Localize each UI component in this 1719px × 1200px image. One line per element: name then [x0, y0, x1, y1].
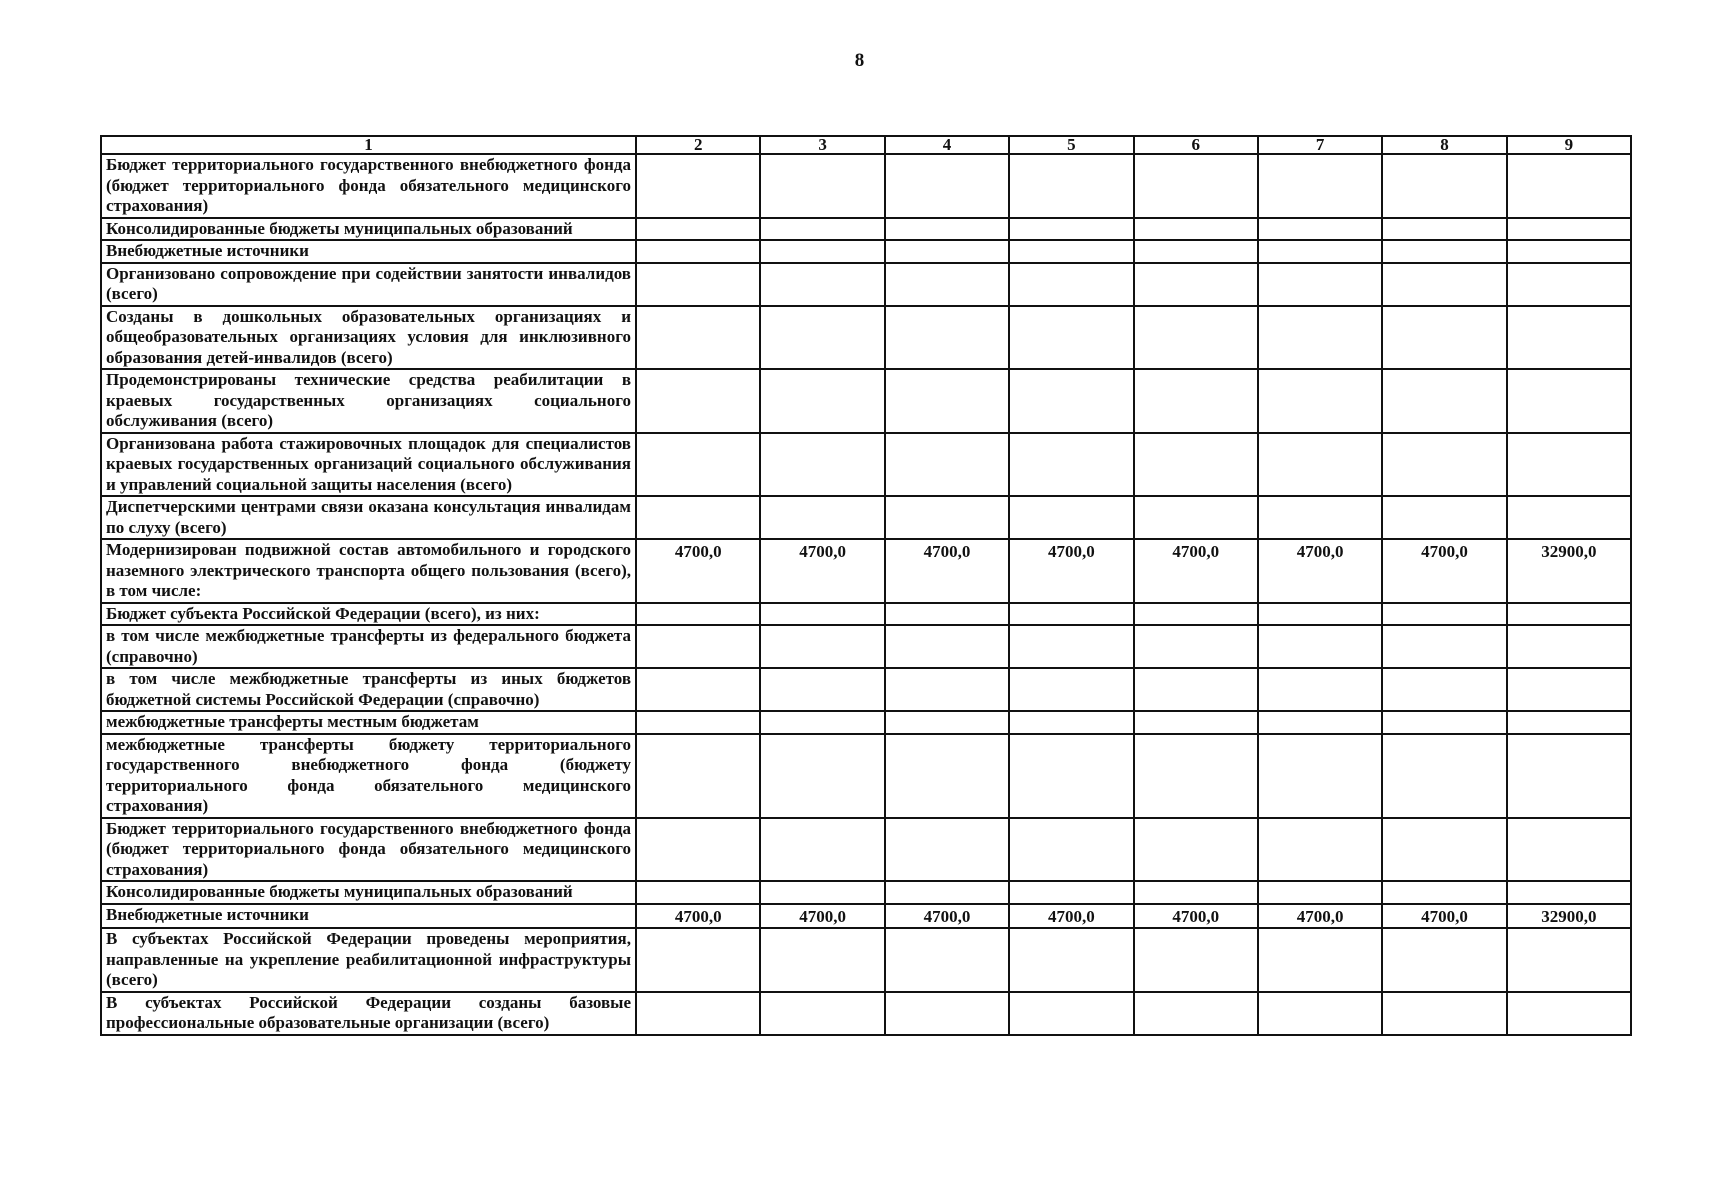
value-cell — [1009, 240, 1133, 263]
value-cell — [1507, 881, 1631, 904]
value-cell: 4700,0 — [1009, 539, 1133, 603]
column-number-3: 3 — [760, 136, 884, 154]
value-cell — [760, 928, 884, 992]
value-cell — [1382, 625, 1506, 668]
value-cell — [885, 263, 1009, 306]
row-label: Консолидированные бюджеты муниципальных образований — [101, 218, 636, 241]
value-cell — [1258, 928, 1382, 992]
column-number-6: 6 — [1134, 136, 1258, 154]
value-cell — [1009, 369, 1133, 433]
value-cell — [1009, 928, 1133, 992]
value-cell: 4700,0 — [636, 904, 760, 929]
value-cell — [1507, 433, 1631, 497]
row-label: Бюджет территориального государственного внебюджетного фонда (бюджет территориального фонда обязательного медицинского страхования) — [101, 154, 636, 218]
value-cell — [1258, 496, 1382, 539]
value-cell — [760, 306, 884, 370]
row-label: Внебюджетные источники — [101, 904, 636, 929]
value-cell — [1258, 992, 1382, 1035]
value-cell — [760, 734, 884, 818]
table-row — [101, 496, 1631, 539]
value-cell — [1382, 992, 1506, 1035]
row-label: В субъектах Российской Федерации созданы базовые профессиональные образовательные организации (всего) — [101, 992, 636, 1035]
value-cell — [1258, 603, 1382, 626]
value-cell — [760, 263, 884, 306]
value-cell — [1258, 668, 1382, 711]
value-cell: 4700,0 — [1382, 904, 1506, 929]
table-row — [101, 154, 1631, 218]
row-label: Организовано сопровождение при содействии занятости инвалидов (всего) — [101, 263, 636, 306]
value-cell — [885, 625, 1009, 668]
row-label: Бюджет территориального государственного внебюджетного фонда (бюджет территориального фонда обязательного медицинского страхования) — [101, 818, 636, 882]
value-cell — [885, 369, 1009, 433]
row-label: Бюджет субъекта Российской Федерации (всего), из них: — [101, 603, 636, 626]
value-cell — [1507, 369, 1631, 433]
value-cell — [1507, 240, 1631, 263]
value-cell — [760, 154, 884, 218]
value-cell — [636, 154, 760, 218]
value-cell — [636, 306, 760, 370]
table-row — [101, 369, 1631, 433]
value-cell — [1258, 263, 1382, 306]
value-cell — [1009, 218, 1133, 241]
value-cell — [636, 711, 760, 734]
table-body — [101, 154, 1631, 1035]
value-cell — [1009, 881, 1133, 904]
value-cell — [760, 433, 884, 497]
value-cell — [1382, 818, 1506, 882]
value-cell — [885, 154, 1009, 218]
row-label: Продемонстрированы технические средства реабилитации в краевых государственных организациях социального обслуживания (всего) — [101, 369, 636, 433]
value-cell — [760, 369, 884, 433]
value-cell — [1507, 496, 1631, 539]
value-cell: 4700,0 — [1134, 539, 1258, 603]
value-cell — [1382, 928, 1506, 992]
table-row — [101, 992, 1631, 1035]
value-cell — [1134, 734, 1258, 818]
value-cell — [1507, 218, 1631, 241]
row-label: Внебюджетные источники — [101, 240, 636, 263]
value-cell — [760, 668, 884, 711]
value-cell — [636, 369, 760, 433]
value-cell — [1134, 369, 1258, 433]
value-cell — [1134, 625, 1258, 668]
value-cell — [885, 734, 1009, 818]
value-cell — [1258, 154, 1382, 218]
table-row — [101, 306, 1631, 370]
value-cell — [1507, 306, 1631, 370]
value-cell — [885, 992, 1009, 1035]
value-cell — [885, 240, 1009, 263]
column-number-1: 1 — [101, 136, 636, 154]
value-cell — [760, 818, 884, 882]
value-cell — [885, 881, 1009, 904]
value-cell — [1009, 154, 1133, 218]
value-cell — [1258, 369, 1382, 433]
value-cell — [1134, 154, 1258, 218]
value-cell — [1507, 625, 1631, 668]
column-number-8: 8 — [1382, 136, 1506, 154]
value-cell — [885, 668, 1009, 711]
value-cell — [1382, 734, 1506, 818]
value-cell: 4700,0 — [1258, 539, 1382, 603]
value-cell — [1258, 218, 1382, 241]
column-number-7: 7 — [1258, 136, 1382, 154]
value-cell — [885, 818, 1009, 882]
value-cell — [1009, 496, 1133, 539]
value-cell: 4700,0 — [636, 539, 760, 603]
value-cell — [1134, 306, 1258, 370]
value-cell — [1507, 603, 1631, 626]
value-cell — [1134, 992, 1258, 1035]
value-cell — [1134, 881, 1258, 904]
table-row — [101, 433, 1631, 497]
value-cell — [1258, 881, 1382, 904]
value-cell: 4700,0 — [1258, 904, 1382, 929]
value-cell — [760, 218, 884, 241]
row-label: Диспетчерскими центрами связи оказана консультация инвалидам по слуху (всего) — [101, 496, 636, 539]
table-row — [101, 539, 1631, 603]
value-cell — [1009, 625, 1133, 668]
value-cell: 32900,0 — [1507, 539, 1631, 603]
value-cell — [1134, 433, 1258, 497]
value-cell — [1382, 240, 1506, 263]
value-cell — [760, 711, 884, 734]
value-cell — [636, 818, 760, 882]
value-cell — [760, 992, 884, 1035]
value-cell — [1382, 668, 1506, 711]
value-cell — [885, 603, 1009, 626]
value-cell — [1134, 668, 1258, 711]
value-cell — [885, 306, 1009, 370]
value-cell — [1134, 928, 1258, 992]
value-cell — [1382, 711, 1506, 734]
value-cell — [1009, 433, 1133, 497]
value-cell — [1009, 603, 1133, 626]
table-row — [101, 734, 1631, 818]
row-label: межбюджетные трансферты бюджету территориального государственного внебюджетного фонда (бюджету территориального фонда обязательного медицинского страхования) — [101, 734, 636, 818]
value-cell — [636, 218, 760, 241]
row-label: Организована работа стажировочных площадок для специалистов краевых государственных организаций социального обслуживания и управлений социальной защиты населения (всего) — [101, 433, 636, 497]
value-cell — [1382, 263, 1506, 306]
value-cell — [885, 928, 1009, 992]
column-number-2: 2 — [636, 136, 760, 154]
value-cell — [1134, 603, 1258, 626]
table-row — [101, 263, 1631, 306]
value-cell — [1134, 263, 1258, 306]
value-cell — [760, 625, 884, 668]
value-cell: 4700,0 — [1134, 904, 1258, 929]
value-cell — [885, 496, 1009, 539]
value-cell — [1507, 734, 1631, 818]
value-cell — [1382, 881, 1506, 904]
value-cell — [760, 881, 884, 904]
value-cell — [1382, 496, 1506, 539]
table-row — [101, 603, 1631, 626]
column-number-4: 4 — [885, 136, 1009, 154]
value-cell — [1507, 263, 1631, 306]
value-cell — [885, 218, 1009, 241]
value-cell — [636, 603, 760, 626]
value-cell — [1382, 306, 1506, 370]
row-label: в том числе межбюджетные трансферты из федерального бюджета (справочно) — [101, 625, 636, 668]
value-cell: 4700,0 — [885, 539, 1009, 603]
value-cell — [1134, 218, 1258, 241]
value-cell — [1009, 306, 1133, 370]
value-cell — [636, 992, 760, 1035]
value-cell — [1507, 154, 1631, 218]
row-label: в том числе межбюджетные трансферты из иных бюджетов бюджетной системы Российской Федерации (справочно) — [101, 668, 636, 711]
value-cell — [1134, 496, 1258, 539]
value-cell — [636, 881, 760, 904]
value-cell: 4700,0 — [1382, 539, 1506, 603]
column-number-9: 9 — [1507, 136, 1631, 154]
value-cell — [1258, 818, 1382, 882]
value-cell — [1134, 818, 1258, 882]
value-cell — [760, 240, 884, 263]
value-cell — [636, 734, 760, 818]
value-cell — [1382, 369, 1506, 433]
row-label: В субъектах Российской Федерации проведены мероприятия, направленные на укрепление реабилитационной инфраструктуры (всего) — [101, 928, 636, 992]
value-cell: 4700,0 — [885, 904, 1009, 929]
value-cell — [636, 240, 760, 263]
value-cell — [1382, 603, 1506, 626]
table-row — [101, 711, 1631, 734]
value-cell: 4700,0 — [1009, 904, 1133, 929]
table-row — [101, 818, 1631, 882]
value-cell — [1134, 711, 1258, 734]
value-cell — [636, 625, 760, 668]
value-cell — [1507, 711, 1631, 734]
row-label: Консолидированные бюджеты муниципальных образований — [101, 881, 636, 904]
value-cell — [885, 433, 1009, 497]
value-cell — [636, 668, 760, 711]
row-label: Модернизирован подвижной состав автомобильного и городского наземного электрического транспорта общего пользования (всего), в том числе: — [101, 539, 636, 603]
table-row — [101, 218, 1631, 241]
table-row — [101, 904, 1631, 929]
value-cell — [1009, 711, 1133, 734]
row-label: межбюджетные трансферты местным бюджетам — [101, 711, 636, 734]
page-number: 8 — [854, 50, 865, 71]
value-cell — [636, 496, 760, 539]
value-cell — [1009, 734, 1133, 818]
value-cell — [1507, 668, 1631, 711]
value-cell — [1258, 711, 1382, 734]
value-cell — [636, 928, 760, 992]
table-row — [101, 240, 1631, 263]
value-cell — [760, 603, 884, 626]
value-cell — [1134, 240, 1258, 263]
value-cell — [885, 711, 1009, 734]
value-cell — [1009, 818, 1133, 882]
value-cell — [1382, 433, 1506, 497]
value-cell — [1009, 263, 1133, 306]
value-cell — [1382, 154, 1506, 218]
value-cell — [1258, 433, 1382, 497]
column-number-row — [101, 136, 1631, 154]
table-row — [101, 668, 1631, 711]
table-row — [101, 881, 1631, 904]
value-cell — [1258, 240, 1382, 263]
table-row — [101, 625, 1631, 668]
value-cell — [1382, 218, 1506, 241]
value-cell — [1009, 668, 1133, 711]
value-cell — [760, 496, 884, 539]
value-cell: 4700,0 — [760, 539, 884, 603]
value-cell — [1258, 734, 1382, 818]
value-cell: 4700,0 — [760, 904, 884, 929]
value-cell — [636, 433, 760, 497]
table-row — [101, 928, 1631, 992]
row-label: Созданы в дошкольных образовательных организациях и общеобразовательных организациях условия для инклюзивного образования детей-инвалидов (всего) — [101, 306, 636, 370]
value-cell — [1507, 818, 1631, 882]
value-cell — [1009, 992, 1133, 1035]
value-cell — [1507, 928, 1631, 992]
column-number-5: 5 — [1009, 136, 1133, 154]
value-cell: 32900,0 — [1507, 904, 1631, 929]
value-cell — [1507, 992, 1631, 1035]
budget-table — [100, 135, 1632, 1036]
value-cell — [1258, 306, 1382, 370]
value-cell — [1258, 625, 1382, 668]
value-cell — [636, 263, 760, 306]
